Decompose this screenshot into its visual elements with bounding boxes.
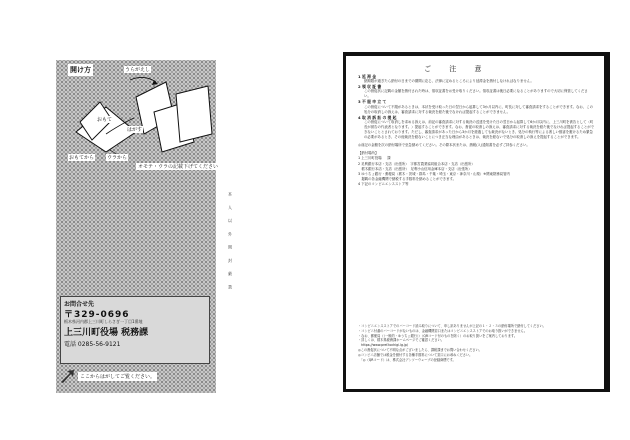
fold-label-turn: うらがえし (125, 67, 151, 73)
notice-item (358, 99, 594, 114)
notice-item-head: 4 取 消 訴 訟 の 提 起 (358, 114, 397, 120)
payment-note: ◎前記の金額を次の納付場所で至急納めてください。その際本状または、納税(入)通知書を必ずご持参ください。 (358, 143, 530, 148)
notice-footnotes (358, 324, 594, 362)
confidential-vertical-text: 本 人 以 外 開 封 厳 禁 (228, 192, 233, 293)
page-border-bottom (344, 389, 604, 392)
closing-note: ◎コンビニ店舗では税金を納付する各種手数料について窓口にお尋ねください。 (358, 352, 473, 357)
footnote-line: ・コンビニ付番のバーコードがないものは、金融機関窓口またはコンビニエンスストアでのお取り扱いができません。 (358, 328, 528, 333)
payment-place-line: 4 下記のコンビニエンスストア等 (358, 181, 409, 186)
payment-places-heading: 【納付場所】 (358, 151, 379, 156)
footnote-line: ・コンビニエンスストアでのバーコード読み取りについて、申し訳ありませんが上記の１・２・３の納付場所で納付してください。 (358, 324, 546, 328)
payment-place-line: 掲載の各金融機関で納税する手数料を納めることができます。 (358, 176, 457, 181)
notice-item (358, 74, 594, 84)
notice-item-head: 2 領 収 証 書 (358, 84, 382, 90)
notice-item-head: 3 不 服 申 立 て (358, 99, 387, 105)
postal-code: 〒329-0696 (64, 310, 130, 320)
contact-address: 栃木県河内郡上三川町しらさぎ一丁目1番地 (64, 319, 143, 324)
contact-heading: お問合せ先 (64, 301, 95, 308)
payment-place-line: 2 足利銀行本店・支店（出張所） 宇都宮農業協同組合本店・支店（出張所） (358, 161, 475, 166)
mailer-front-panel (56, 60, 219, 393)
payment-place-line: 栃木銀行本店・支店（出張所） 足利小山信用金庫本店・支店（出張所） (358, 166, 472, 171)
payment-place-line: 3 ゆうちょ銀行・郵便局（栃木・茨城・群馬・千葉・埼玉・東京・神奈川・山梨）※関東財務局管内 (358, 171, 510, 176)
office-name: 上三川町役場 税務課 (64, 328, 149, 338)
notice-page (344, 52, 604, 392)
footnote-line: ・なお、郵便局（（一般的・ゆうちょ銀行））（QRコード付のものを除く）のお取り扱いをご案内しております。 (358, 333, 518, 338)
payment-place-line: 1 上三川町役場 課 (358, 156, 391, 161)
closing-note: ◎この督促状について不明な点がございましたら、課税課までお問い合わせください。 (358, 347, 482, 352)
fold-note: オモテ・ウラの記載下げてください (138, 164, 219, 170)
notice-title: ご 注 意 (424, 65, 490, 73)
fold-label-front: おもて (97, 117, 113, 123)
fold-label-from-back: ウラから (107, 155, 128, 161)
tear-text: ここからはがしてご覧ください。 (80, 373, 156, 380)
page-border-left (343, 52, 346, 392)
page-border-top (344, 52, 604, 56)
notice-item-text: この督促について取消しを求める訴えは、前記の審査請求に対する裁決の送達を受けた日の翌日から起算して6か月以内に、上三川町を被告として（町長が被告の代表者となります。）提起することができます。なお、督促の取消しの訴えは、審査請求に対する裁決を経た後でなければ提起することができないこととされております。ただし、審査請求があった日から3か月を経過しても裁決がないとき、処分の執行等による著しい損害を避けるため緊急の必要があるとき、その他裁決を経ないことにつき正当な理由があるときは、裁決を経ないで処分の取消しの訴えを提起することができます。 (364, 119, 595, 140)
notice-item (358, 84, 594, 99)
tear-instruction (60, 368, 210, 384)
diagonal-arrow-icon (60, 369, 76, 383)
contact-box (60, 296, 210, 364)
contact-phone: 電話 0285-56-9121 (64, 341, 121, 348)
notice-item (358, 115, 594, 140)
closing-note: 「◎（QRコード）は、株式会社デンソーウェーブの登録商標です。 (358, 357, 456, 362)
notice-body (358, 74, 594, 187)
notice-item-head: 1 延 滞 金 (358, 74, 376, 79)
opening-instructions-title: 開け方 (70, 66, 91, 74)
notice-item-text: この督促について不服があるときは、本状を受け取った日の翌日から起算して3か月以内に、町長に対して審査請求をすることができます。なお、この処分の取消しの訴えは、審査請求に対する裁決を経た後でなければ提起することができません。 (364, 104, 593, 114)
notice-item-text: 納期限が過ぎたら納付の日までの期間に応じ、法律に定めるところにより延滞金を納付しなければなりません。 (364, 79, 534, 84)
notice-item-text: この督促状に記載の金額を納付された時は、領収証書をお受け取りください。領収証書は後日必要になることがありますので大切に保管してください。 (364, 89, 588, 99)
fold-label-from-front: おもてから (69, 155, 95, 161)
page-border-right (604, 52, 610, 392)
footnote-url: https://www.pref.tochigi.lg.jp/ (358, 343, 408, 348)
fold-label-peel: はがす (127, 127, 143, 133)
footnote-line: ・詳しくは、栃木県税務課ホームページでご確認ください。 (358, 338, 444, 343)
opening-instructions (66, 64, 219, 172)
